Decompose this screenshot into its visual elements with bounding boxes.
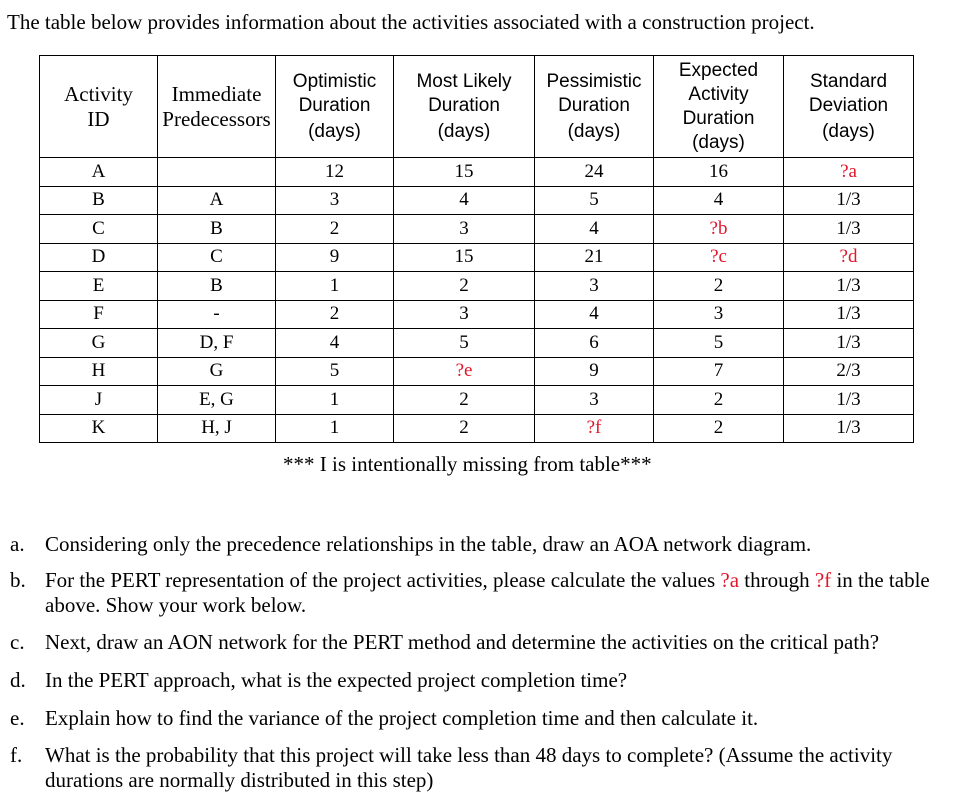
header-line: Optimistic [292, 70, 377, 92]
table-cell: 3 [394, 300, 535, 329]
table-cell: 2 [394, 386, 535, 415]
question-item [10, 532, 955, 557]
header-line: (days) [308, 120, 361, 142]
header-pessimistic [535, 56, 654, 158]
table-row [40, 215, 914, 244]
table-row [40, 300, 914, 329]
table-cell: 2 [394, 414, 535, 443]
question-item [10, 668, 955, 693]
question-item [10, 630, 955, 655]
placeholder-ref: ?f [814, 568, 832, 592]
header-std-dev [784, 56, 914, 158]
header-most-likely [394, 56, 535, 158]
table-cell: ?a [784, 158, 914, 187]
table-row [40, 158, 914, 187]
table-cell: H, J [158, 414, 276, 443]
table-cell: 16 [654, 158, 784, 187]
question-text-part: Next, draw an AON network for the PERT method and determine the activities on the critical path? [45, 630, 880, 654]
header-line: Predecessors [162, 106, 271, 131]
table-cell: - [158, 300, 276, 329]
table-cell: E, G [158, 386, 276, 415]
table-cell: ?f [535, 414, 654, 443]
question-text [45, 743, 955, 793]
header-row [40, 56, 914, 158]
header-line: Duration [428, 94, 500, 116]
table-cell: 1 [276, 414, 394, 443]
table-cell: 9 [535, 357, 654, 386]
question-text [45, 630, 955, 655]
table-cell: 1/3 [784, 329, 914, 358]
header-line: Duration [558, 94, 630, 116]
table-row [40, 414, 914, 443]
table-row [40, 329, 914, 358]
table-cell: 2 [276, 300, 394, 329]
table-cell: 1/3 [784, 386, 914, 415]
question-text [45, 568, 955, 618]
table-cell: 7 [654, 357, 784, 386]
table-cell: 2 [654, 386, 784, 415]
table-cell: K [40, 414, 158, 443]
question-text-part: Considering only the precedence relationships in the table, draw an AOA network diagram. [45, 532, 812, 556]
table-cell: 21 [535, 243, 654, 272]
table-cell: 2/3 [784, 357, 914, 386]
header-expected [654, 56, 784, 158]
table-cell: G [40, 329, 158, 358]
question-item [10, 706, 955, 731]
header-optimistic [276, 56, 394, 158]
placeholder-ref: ?a [720, 568, 740, 592]
table-cell: B [158, 215, 276, 244]
table-cell: 1 [276, 272, 394, 301]
table-cell: 2 [654, 272, 784, 301]
header-line: (days) [437, 120, 491, 142]
table-cell: 3 [654, 300, 784, 329]
header-line: (days) [692, 131, 745, 153]
table-cell: 2 [654, 414, 784, 443]
header-line: Expected [678, 59, 759, 81]
table-cell: ?c [654, 243, 784, 272]
table-cell: 2 [276, 215, 394, 244]
header-line: (days) [567, 120, 621, 142]
header-line: Most Likely [416, 70, 512, 92]
table-cell: 4 [276, 329, 394, 358]
question-letter: a. [10, 532, 25, 556]
question-text-part: For the PERT representation of the project activities, please calculate the values [45, 568, 721, 592]
table-cell: B [158, 272, 276, 301]
header-line: Deviation [808, 94, 889, 116]
question-text-part: In the PERT approach, what is the expected project completion time? [45, 668, 628, 692]
question-item [10, 568, 955, 618]
question-letter: f. [10, 743, 23, 767]
intro-text: The table below provides information about the activities associated with a construction project. [7, 10, 815, 34]
header-line: Immediate [171, 81, 262, 106]
table-cell: 1/3 [784, 414, 914, 443]
question-text-part: Explain how to find the variance of the project completion time and then calculate it. [45, 706, 759, 730]
table-cell: 1/3 [784, 215, 914, 244]
header-line: Pessimistic [546, 70, 642, 92]
table-cell: 4 [535, 215, 654, 244]
missing-activity-note: *** I is intentionally missing from table*** [283, 452, 652, 476]
table-cell: 4 [394, 186, 535, 215]
table-cell: H [40, 357, 158, 386]
table-row [40, 186, 914, 215]
question-letter: d. [10, 668, 26, 692]
header-predecessors [158, 56, 276, 158]
table-cell: 1/3 [784, 300, 914, 329]
question-text-part: through [739, 568, 815, 592]
table-cell: ?d [784, 243, 914, 272]
table-cell: 1 [276, 386, 394, 415]
table-cell: A [40, 158, 158, 187]
question-text [45, 668, 955, 693]
table-body [40, 158, 914, 443]
header-line: ID [87, 106, 110, 131]
table-cell: 5 [276, 357, 394, 386]
header-line: Activity [64, 81, 133, 106]
question-text [45, 706, 955, 731]
table-cell: D, F [158, 329, 276, 358]
table-cell: ?e [394, 357, 535, 386]
header-line: Duration [682, 107, 755, 129]
question-text-part: What is the probability that this project will take less than 48 days to complete? (Assume the activity durations are normally distributed in this step) [45, 743, 893, 792]
table-cell: F [40, 300, 158, 329]
table-cell: ?b [654, 215, 784, 244]
table-cell: 5 [654, 329, 784, 358]
table-row [40, 386, 914, 415]
table-row [40, 243, 914, 272]
table-cell: D [40, 243, 158, 272]
question-letter: e. [10, 706, 25, 730]
table-cell: 3 [394, 215, 535, 244]
table-cell: 5 [394, 329, 535, 358]
table-cell: 1/3 [784, 272, 914, 301]
pert-table [39, 55, 914, 443]
header-activity-id [40, 56, 158, 158]
table-cell: C [40, 215, 158, 244]
header-line: Activity [688, 83, 749, 105]
table-cell: E [40, 272, 158, 301]
header-line: (days) [822, 120, 875, 142]
table-cell: 3 [535, 386, 654, 415]
table-cell: 3 [535, 272, 654, 301]
question-text [45, 532, 955, 557]
table-cell: B [40, 186, 158, 215]
table-cell: G [158, 357, 276, 386]
table-cell: 6 [535, 329, 654, 358]
header-line: Standard [809, 70, 888, 92]
question-letter: b. [10, 568, 26, 592]
table-cell: 4 [535, 300, 654, 329]
table-cell: 3 [276, 186, 394, 215]
table-cell: A [158, 186, 276, 215]
table-cell: 15 [394, 158, 535, 187]
question-item [10, 743, 955, 793]
table-row [40, 357, 914, 386]
table-cell: 15 [394, 243, 535, 272]
table-cell: 1/3 [784, 186, 914, 215]
table-cell: 24 [535, 158, 654, 187]
table-cell: 12 [276, 158, 394, 187]
table-cell: 9 [276, 243, 394, 272]
table-cell: C [158, 243, 276, 272]
table-cell: J [40, 386, 158, 415]
table-cell [158, 158, 276, 187]
table-cell: 5 [535, 186, 654, 215]
header-line: Duration [298, 94, 371, 116]
question-text-part: in the table above. Show your work below. [45, 568, 930, 617]
table-cell: 2 [394, 272, 535, 301]
table-cell: 4 [654, 186, 784, 215]
question-letter: c. [10, 630, 25, 654]
table-row [40, 272, 914, 301]
